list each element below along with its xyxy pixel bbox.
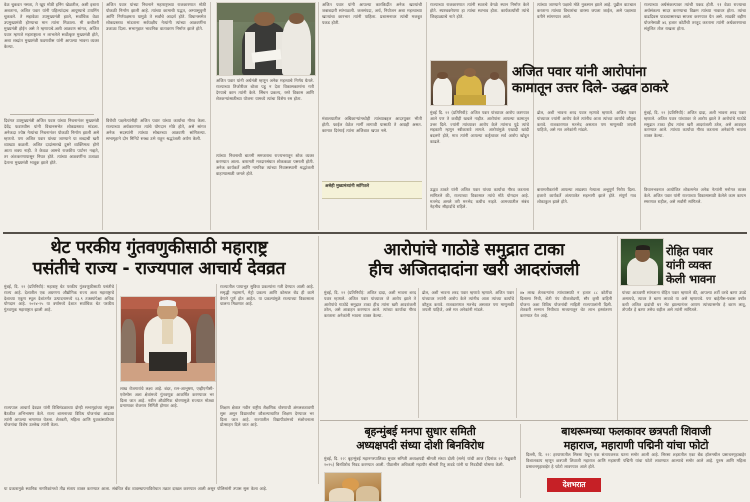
- section-rule: [617, 236, 618, 420]
- article-column-9: [120, 386, 214, 484]
- column-rule: [318, 2, 319, 230]
- headline-line: कामातून उत्तर दिले- उद्धव ठाकरे: [512, 80, 669, 96]
- section-rule: [318, 236, 319, 484]
- headline-line: पसंतीचे राज्य - राज्यपाल आचार्य देवव्रत: [32, 259, 286, 279]
- column-rule: [116, 284, 117, 484]
- headline-line: थेट परकीय गुंतवणुकीसाठी महाराष्ट्र: [50, 238, 268, 258]
- article-column-5-top: [430, 2, 529, 56]
- column-rule: [516, 288, 517, 418]
- body-text: वेळ चुकवत नसता, ते खूप मोठी इनिंग खेळतील, अशी इशारा अशताना, अजित पवार यांनी पहिल्यांदाच आयुष्याचे टायमिंग चुकवले. ते सहावेळा उपमुख्यमंत्री झाले, सर्वाधिक वेळा उपमुख्यमंत्री होण्याचा मान त्यांना मिळाला. मी कधीतरी मुख्यमंत्री होईन असे ते म्हणायचे.अशी आठवण सांगत, अजित पवार म्हणजे महाराष्ट्राला न लाभलेले सर्वोत्कृष्ट मुख्यमंत्री होते, अशा शब्दांत मुख्यमंत्री फडणवीस यांनी आपल्या भावना व्यक्त केल्या.: [4, 2, 99, 49]
- article-column-5: [430, 110, 529, 228]
- body-text: राज्याच्या राजकारणात त्यांनी स्वतःचे वेगळे स्थान निर्माण केले होते. स्पष्टवक्तेपणा हा त्यांचा स्वभाव होता. कार्यकर्त्यांशी त्यांचे जिव्हाळ्याचे नाते होते.: [430, 2, 529, 19]
- photo-uddhav-group: [430, 60, 508, 106]
- article-column-3: [216, 78, 314, 228]
- headline-line: हीच अजितदादांना खरी आदरांजली: [368, 260, 580, 280]
- body-text: मुंबई, दि. २२: बृहन्मुंबई महानगरपालिका सुधार समिती अध्यक्षपदी श्रीमती संध्या दोशी (सत्ते) यांची आज (दिनांक २२ फेब्रुवारी २०२५) बिनविरोध निवड करण्यात आली. पीठासीन अधिकारी महापौर श्रीमती रितू तावडे यांनी या निवडीची घोषणा केली.: [324, 456, 516, 467]
- pull-quote-box: असेही मुख्यमंत्र्यांनी सांगितले: [322, 181, 422, 199]
- article-column-8: [4, 284, 114, 484]
- headline-line: आरोपांचे गाठोडे समुद्रात टाका: [383, 240, 565, 260]
- body-text: त्यांच्या जाण्याने पक्षाचे मोठे नुकसान झाले आहे. पुढील वाटचाल करताना त्यांच्या विचारांचा वारसा जपला जाईल, असे पक्षाच्या वतीने सांगण्यात आले.: [537, 2, 636, 19]
- column-rule: [426, 2, 427, 230]
- section-divider: [3, 232, 747, 234]
- column-rule: [418, 288, 419, 418]
- article-column-6-top: [537, 2, 636, 58]
- headline-line: यांनी व्यक्त: [666, 258, 712, 272]
- divider: [10, 114, 94, 115]
- article-column-12: [422, 290, 514, 416]
- article-column-7: [644, 110, 746, 228]
- column-rule: [640, 2, 641, 230]
- body-text: उद्धव ठाकरे यांनी अजित पवार यांच्या कार्याचा गौरव करताना सांगितले की, राज्याच्या विकासात त्यांचे मोठे योगदान आहे. मतभेद असले तरी मनभेद कधीच नव्हते. आमच्यातील संबंध नेहमीच सौहार्दाचे राहिले.: [430, 187, 529, 210]
- photo-sandhya-doshi: [324, 472, 382, 502]
- body-text: ढोल, अशी भावना शरद पवार म्हणावे म्हणाले. अजित पवार यांच्यावर ज्यांनी आरोप केले त्यांनीच आता त्यांच्या कार्याचे कौतुक करावे. राजकारणात मतभेद असतात पण माणुसकी जपली पाहिजे, असे मत अनेकांनी मांडले.: [422, 290, 514, 313]
- body-text: शिक्षण क्षेत्रात नवीन राष्ट्रीय शैक्षणिक धोरणाची अंमलबजावणी सुरू असून विद्यार्थ्यांना कौशल्याधारित शिक्षण देण्यावर भर दिला जात आहे. राज्यातील विद्यापीठांमध्ये संशोधनाला प्रोत्साहन दिले जात आहे.: [220, 405, 314, 428]
- body-text: अजित पवार यांच्या निधनाने महाराष्ट्राच्या राजकारणात मोठी पोकळी निर्माण झाली आहे. त्यांच्या कामाची पद्धत, अभ्यासूवृत्ती आणि निर्णयक्षमता यामुळे ते सर्वांचे आदर्श होते. विधानसभेत शोकप्रस्ताव मांडताना सर्वपक्षीय नेत्यांनी त्यांच्या आठवणींना उजाळा दिला. सभागृहात भावनिक वातावरण निर्माण झाले होते.: [106, 2, 206, 31]
- headline-line: अजित पवार यांनी आरोपांना: [512, 64, 647, 80]
- body-text: विधानभवनात आयोजित शोकसभेत अनेक नेत्यांनी मनोगत व्यक्त केले. अजित पवार यांनी राज्याच्या विकासासाठी केलेले काम कायम स्मरणात राहील, असे सर्वांनी सांगितले.: [644, 187, 746, 204]
- body-text: मुंबई, दि. २२ (प्रतिनिधी): अजित दादा, अशी भावना शरद पवार म्हणाले. अजित पवार यांच्यावर जे आरोप झाले ते आरोपांचे गाठोडे समुद्रात टाका हीच त्यांना खरी आदरांजली ठरेल, असे आवाहन करण्यात आले. त्यांच्या कार्याचा गौरव करताना अनेकांनी भावना व्यक्त केल्या.: [644, 110, 746, 139]
- deshbharat-badge: देशभरात: [547, 478, 601, 492]
- article-column-10: [220, 284, 314, 484]
- body-text: राज्याच्या अर्थसंकल्पावर त्यांची पकड होती. ११ वेळा राज्याचा अर्थसंकल्प सादर करण्याचा विक्रम त्यांच्या नावावर होता. त्यांचा वाढदिवस पाडव्यासारखा साजरा करण्यात येत असे. लाडकी बहीण योजनेसाठी ४६ हजार कोटींची तरतूद करताना त्यांनी अर्थकारणाचा संतुलित तोल राखला होता.: [644, 2, 746, 31]
- body-text: बारामतीकरांनी आपल्या लाडक्या नेत्याला अश्रूपूर्ण निरोप दिला. हजारो कार्यकर्ते अंत्ययात्रेत सहभागी झाले होते. संपूर्ण गाव शोकाकुल झाले होते.: [537, 187, 636, 204]
- headline-line: बाथरूमच्या फलकावर छत्रपती शिवाजी: [561, 425, 711, 438]
- column-rule: [102, 2, 103, 230]
- body-text: दिवंगत उपमुख्यमंत्री अजित पवार यांच्या निधनानंतर मुख्यमंत्री देवेंद्र फडणवीस यांनी विधानसभेत शोकप्रस्ताव मांडला. अनेकदा ज्येष्ठ नेत्यांचा निधनानंतर पोकळी निर्माण झाली असे म्हणतो. पण अजित पवार यांच्या जाण्याने या शब्दाची खरी व्याख्या कळली. अजित दादांसारखे दुसरे व्यक्तिमत्व होणे आता शक्य नाही. ते केवळ आमचे राजकीय पार्टनर नव्हते, तर अंतःकरणापासून निघत होते. त्यांच्या आठवणींना उजाळा देताना मुख्यमंत्री भावूक झाले होते.: [4, 118, 99, 165]
- body-text: ढोल, अशी भावना शरद पवार म्हणावे म्हणाले. अजित पवार यांच्यावर ज्यांनी आरोप केले त्यांनीच आता त्यांच्या कार्याचे कौतुक करावे. राजकारणात मतभेद असतात पण माणुसकी जपली पाहिजे, असे मत अनेकांनी मांडले.: [537, 110, 636, 133]
- body-text: दिल्ली, दि. २२: हरयाणातील सिरसा येथून एक संतापजनक घटना समोर आली आहे. सिरसा शहरातील एका बँक हॉलमधील प्रसाधनगृहाबाहेर विशालकाय म्हणून छत्रपती शिवाजी महाराज आणि महाराणी पद्मिनी यांचा फोटो लावण्यात आल्याचे समोर आले आहे. पुरुष आणि महिला प्रसाधनगृहाबाहेर हे फोटो लावण्यात आले होते.: [526, 452, 746, 469]
- body-text: त्यांच्या निधनाची बातमी समजताच राज्यभरातून शोक व्यक्त करण्यात आला. बारामती मतदारसंघात शोककळा पसरली होती. अनेक कार्यकर्ते आणि नागरिक त्यांच्या निवासस्थानी श्रद्धांजली वाहण्यासाठी जमले होते.: [216, 153, 314, 176]
- body-text: मुंबई दि. २२ (प्रतिनिधी): अजित पवार यांच्यावर आरोप करण्यात आले पण ते कधीही खचले नाहीत. आरोपांना आपल्या कामातून उत्तर दिले. ज्यांनी त्यांच्यावर आरोप केले त्यांनाच पुढे त्यांचे सहकारी म्हणून स्वीकारावे लागले. आरोपांमुळे एखादी खांदी बदलणे होते, मात्र त्यांनी आपल्या कर्तृत्वावर सर्व आरोप खोडून काढले.: [430, 110, 529, 144]
- headline-line: रोहित पवार: [666, 244, 713, 258]
- headline-line: बृहन्मुंबई मनपा सुधार समिती: [364, 425, 476, 438]
- headline-top-right: [512, 64, 748, 96]
- body-text: राज्यातील पायाभूत सुविधा प्रकल्पांना गती देण्यात आली आहे. समृद्धी महामार्ग, मेट्रो प्रकल्प आणि कोस्टल रोड ही कामे वेगाने पूर्ण होत आहेत. या प्रकल्पांमुळे राज्याच्या विकासाला चालना मिळणार आहे.: [220, 284, 314, 307]
- body-text: अजित पवार यांनी आपल्या कारकिर्दीत अनेक खात्यांची जबाबदारी सांभाळली. जलसंपदा, अर्थ, नियोजन अशा महत्त्वाच्या खात्यांचा कारभार त्यांनी पाहिला. प्रशासनावर त्यांची मजबूत पकड होती.: [322, 2, 422, 25]
- photo-governor-podium: [120, 296, 216, 382]
- photo-assembly-speaker: [216, 2, 316, 76]
- headline-line: महाराज, महाराणी पद्मिनी यांचा फोटो: [563, 438, 709, 452]
- article-column-11: [324, 290, 416, 416]
- section-rule: [520, 424, 521, 498]
- body-text: लाख रोजगारांचे लक्ष्य आहे. बंदर, रत्न-आभूषण, एव्हीएनीसी-एरोस्पेस अशा क्षेत्रांमध्ये गुंतवणूक आकर्षित करण्यावर भर दिला जात आहे. नवीन औद्योगिक धोरणामुळे राज्यात मोठ्या प्रमाणावर रोजगार निर्मिती होणार आहे.: [120, 386, 214, 409]
- article-column-13: [520, 290, 612, 416]
- body-text: या प्रकारामुळे स्थानिक नागरिकांमध्ये तीव्र संताप व्यक्त करण्यात आला. संबंधित बँक व्यवस्थापनाविरोधात तक्रार दाखल करण्यात आली असून पोलिसांनी तपास सुरू केला आहे.: [4, 486, 268, 491]
- headline-line: अध्यक्षपदी संध्या दोशी बिनविरोध: [356, 438, 484, 452]
- body-text: अजित पवार यांनी अर्थमंत्री म्हणून अनेक महत्त्वाचे निर्णय घेतले. राज्याच्या तिजोरीवर बोजा पडू न देता विकासकामांना गती देण्याचे काम त्यांनी केले. सिंचन प्रकल्प, रस्ते विकास आणि शेतकऱ्यांसाठीच्या योजना यामध्ये त्यांचा विशेष रस होता.: [216, 78, 314, 101]
- article-column-1: [4, 2, 99, 228]
- column-rule: [210, 2, 211, 230]
- body-text: यांच्या आठवणी सांगताना रोहित पवार म्हणाले की, आपल्या शर्टी वरचे बटण उघडे असायचे, त्यावर ते बटण लावावे या असे म्हणायचे. पण बाहेतीस-पन्नास वर्षांत कधी अजित दादांची धर भेट झाल्यानंतर आपण त्यांच्यासमोर हे बटण लावू, तोपर्यंत हे बटण तसेच राहील असे त्यांनी सांगितले.: [622, 290, 746, 313]
- photo-rohit-pawar: [620, 238, 664, 286]
- section-divider: [320, 420, 748, 421]
- body-text: मंत्रालयातील अधिकाऱ्यांमध्येही त्यांच्याबद्दल आदरयुक्त भीती होती. फाईल वेळेत मार्गी लागावी यासाठी ते आग्रही असत. कामात दिरंगाई त्यांना अजिबात खपत नसे.: [322, 116, 422, 133]
- headline-main-center: [324, 240, 624, 280]
- article-column-7-top: [644, 2, 746, 58]
- body-text: मुंबई, दि. २२ (प्रतिनिधी): अजित दादा, अशी भावना शरद पवार म्हणाले. अजित पवार यांच्यावर जे आरोप झाले ते आरोपांचे गाठोडे समुद्रात टाका हीच त्यांना खरी आदरांजली ठरेल, असे आवाहन करण्यात आले. त्यांच्या कार्याचा गौरव करताना अनेकांनी भावना व्यक्त केल्या.: [324, 290, 416, 319]
- column-rule: [533, 2, 534, 230]
- headline-main-left: [4, 238, 314, 280]
- article-column-6: [537, 110, 636, 228]
- article-column-footer-left: [4, 486, 314, 498]
- column-rule: [216, 284, 217, 484]
- headline-side-right: [666, 244, 748, 286]
- headline-bottom-right: [524, 425, 748, 452]
- headline-bottom-center: [322, 425, 518, 452]
- article-column-2: [106, 2, 206, 228]
- body-text: मुंबई, दि. २२ (प्रतिनिधी): महाराष्ट्र थेट परकीय गुंतवणुकीसाठी पसंतीचे राज्य आहे. देशातील एक अग्रगण्य औद्योगिक राज्य अशा महाराष्ट्राचे देशाच्या एकूण स्थूल देशांतर्गत उत्पादनामध्ये १३.९ टक्क्यांपेक्षा अधिक योगदान आहे. २०२४-२५ या वर्षामध्ये देशात सर्वाधिक थेट परकीय गुंतवणूक महाराष्ट्रात झाली आहे.: [4, 284, 114, 313]
- body-text: विरोधी पक्षनेत्यांनीही अजित पवार यांच्या कार्याचा गौरव केला. राज्याच्या अर्थकारणात त्यांचे योगदान मोठे होते, असे सांगत अनेक सदस्यांनी त्यांच्या सोबतच्या आठवणी सांगितल्या. सभागृहाने दोन मिनिटे स्तब्ध उभे राहून श्रद्धांजली अर्पण केली.: [106, 118, 206, 141]
- headline-line: केली भावना: [666, 272, 716, 286]
- body-text: ४७ लाख शेतकऱ्यांना त्यांच्यासाठी न हजार ८८ कोटींचा दिलासा निधी, शेती पंप वीजजोडणी, सौर कृषी वाहिनी योजना अशा विविध योजनांची माहिती राज्यपालांनी दिली. शेतकरी सन्मान निधीच्या माध्यमातून थेट लाभ हस्तांतरण करण्यात येत आहे.: [520, 290, 612, 319]
- article-column-side-right: [622, 290, 746, 414]
- body-text: राज्यपाल आचार्य देवव्रत यांनी विधिमंडळाच्या दोन्ही सभागृहांच्या संयुक्त बैठकीत अभिभाषण केले. राज्य शासनाच्या विविध योजनांचा आढावा त्यांनी आपल्या भाषणात घेतला. शेतकरी, महिला आणि युवकांसाठीच्या योजनांचा विशेष उल्लेख त्यांनी केला.: [4, 405, 114, 428]
